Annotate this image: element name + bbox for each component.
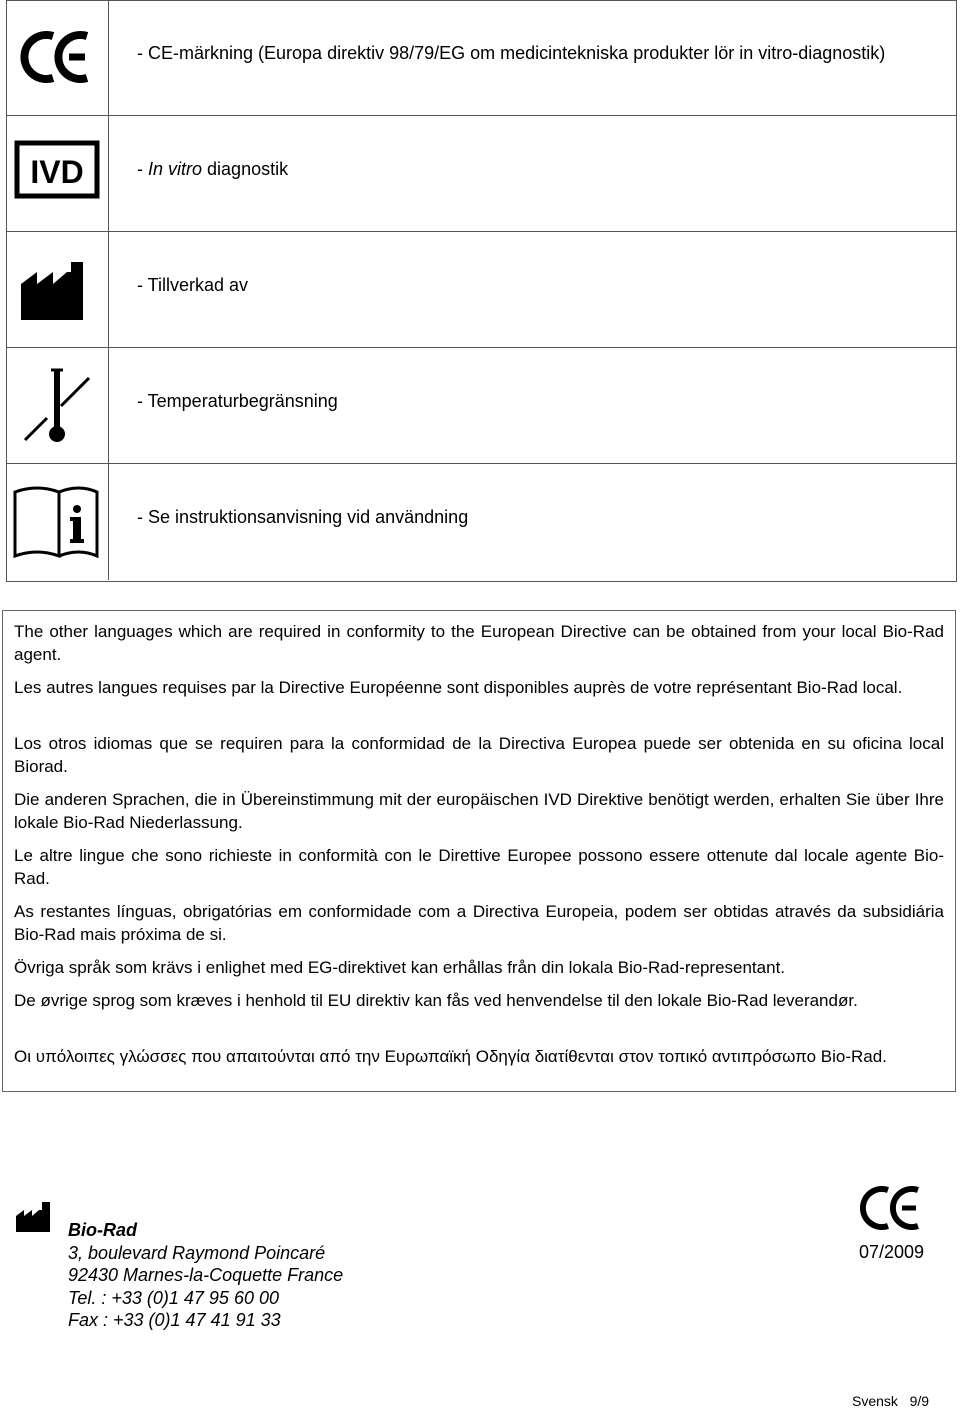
page-number: 9/9: [909, 1393, 930, 1409]
symbol-description: - Se instruktionsanvisning vid användning: [137, 507, 469, 527]
language-paragraph-el: Οι υπόλοιπες γλώσσες που απαιτούνται από την Ευρωπαϊκή Οδηγία διατίθενται στον τοπικό αντιπρόσωπο Bio-Rad.: [14, 1047, 887, 1066]
symbol-row-ivd: [7, 116, 956, 232]
manufacturer-icon: [7, 232, 109, 347]
address-line-1: 3, boulevard Raymond Poincaré: [68, 1242, 326, 1263]
temperature-limit-icon: [7, 348, 109, 463]
page-footer: [852, 1393, 929, 1409]
ce-mark-icon: [7, 0, 109, 115]
language-paragraph-pt: As restantes línguas, obrigatórias em conformidade com a Directiva Europeia, podem ser obtidas através da subsidiária Bio-Rad mais próxima de si.: [14, 902, 944, 944]
symbols-table: [6, 0, 957, 582]
revision-date: 07/2009: [859, 1242, 925, 1262]
svg-text:IVD: IVD: [30, 154, 84, 190]
language-paragraph-it: Le altre lingue che sono richieste in conformità con le Direttive Europee possono essere ottenute dal locale agente Bio-Rad.: [14, 846, 944, 888]
symbol-row-instructions: [7, 464, 956, 580]
telephone: Tel. : +33 (0)1 47 95 60 00: [68, 1287, 279, 1308]
symbol-row-temperature: [7, 348, 956, 464]
language-paragraph-de: Die anderen Sprachen, die in Übereinstimmung mit der europäischen IVD Direktive benötigt werden, erhalten Sie über Ihre lokale Bio-Rad Niederlassung.: [14, 790, 944, 832]
ivd-icon: [7, 116, 109, 231]
instructions-info-icon: [7, 464, 109, 580]
language-paragraph-sv: Övriga språk som krävs i enlighet med EG-direktivet kan erhållas från din lokala Bio-Rad-representant.: [14, 958, 786, 977]
fax: Fax : +33 (0)1 47 41 91 33: [68, 1310, 281, 1330]
manufacturer-address: [68, 1219, 343, 1332]
company-name: Bio-Rad: [68, 1220, 137, 1240]
language-label: Svensk: [852, 1393, 898, 1409]
symbol-row-ce: [7, 0, 956, 116]
address-line-2: 92430 Marnes-la-Coquette France: [68, 1265, 344, 1285]
language-paragraph-en: The other languages which are required in conformity to the European Directive can be obtained from your local Bio-Rad agent.: [14, 622, 944, 664]
symbol-row-manufacturer: [7, 232, 956, 348]
symbol-description: - Temperaturbegränsning: [137, 391, 338, 411]
manufacturer-footer-icon: [14, 1196, 58, 1236]
language-paragraph-da: De øvrige sprog som kræves i henhold til EU direktiv kan fås ved henvendelse til den lokale Bio-Rad leverandør.: [14, 991, 858, 1010]
language-paragraph-es: Los otros idiomas que se requiren para la conformidad de la Directiva Europea puede ser obtenida en su oficina local Biorad.: [14, 734, 944, 776]
symbol-description: - Tillverkad av: [137, 275, 249, 295]
symbol-description: - CE-märkning (Europa direktiv 98/79/EG om medicintekniska produkter lör in vitro-diagnostik): [137, 43, 886, 63]
ce-mark-footer-icon: [860, 1182, 930, 1234]
language-paragraph-fr: Les autres langues requises par la Directive Européenne sont disponibles auprès de votre représentant Bio-Rad local.: [14, 678, 903, 697]
languages-box: [2, 610, 956, 1092]
symbol-description: - In vitro diagnostik: [137, 159, 289, 179]
